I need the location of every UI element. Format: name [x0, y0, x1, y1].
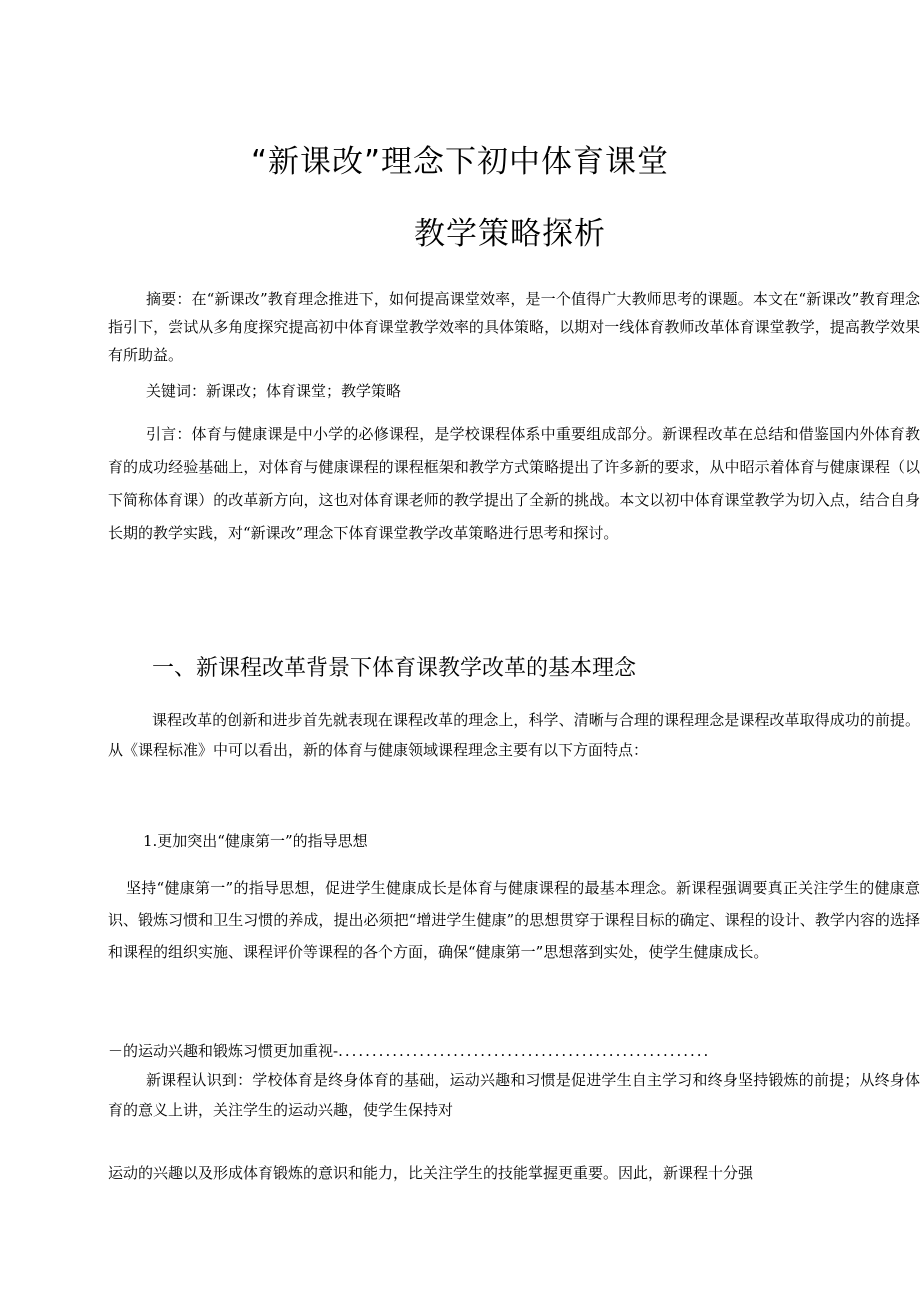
toc-dots: ....................................................... [338, 1042, 711, 1060]
section-heading: 一、新课程改革背景下体育课教学改革的基本理念 [152, 656, 637, 681]
subheading-1: 1.更加突出“健康第一”的指导思想 [143, 832, 368, 850]
keywords-label: 关键词： [146, 382, 207, 400]
section-paragraph-1: 课程改革的创新和进步首先就表现在课程改革的理念上，科学、清晰与合理的课程理念是课程改革取得成功的前提。从《课程标准》中可以看出，新的体育与健康领域课程理念主要有以下方面特点： [108, 711, 920, 759]
keywords-line [108, 377, 920, 405]
toc-line [108, 1040, 920, 1061]
intro-paragraph: 引言：体育与健康课是中小学的必修课程，是学校课程体系中重要组成部分。新课程改革在总结和借鉴国内外体育教育的成功经验基础上，对体育与健康课程的课程框架和教学方式策略提出了许多新的要求，从中昭示着体育与健康课程（以下简称体育课）的改革新方向，这也对体育课老师的教学提出了全新的挑战。本文以初中体育课堂教学为切入点，结合自身长期的教学实践，对“新课改”理念下体育课堂教学改革策略进行思考和探讨。 [108, 425, 920, 542]
keywords-value: 新课改；体育课堂；教学策略 [206, 382, 402, 400]
section-paragraph-3: 新课程认识到：学校体育是终身体育的基础，运动兴趣和习惯是促进学生自主学习和终身坚持锻炼的前提；从终身体育的意义上讲，关注学生的运动兴趣，使学生保持对 [108, 1071, 920, 1119]
title-line-2: 教学策略探析 [414, 216, 606, 252]
section-paragraph-4: 运动的兴趣以及形成体育锻炼的意识和能力，比关注学生的技能掌握更重要。因此，新课程十分强 [108, 1164, 754, 1182]
abstract-paragraph: 摘要：在“新课改”教育理念推进下，如何提高课堂效率，是一个值得广大教师思考的课题。本文在“新课改”教育理念指引下，尝试从多角度探究提高初中体育课堂教学效率的具体策略，以期对一线体育教师改革体育课堂教学，提高教学效果有所助益。 [108, 290, 920, 364]
section-paragraph-2: 坚持“健康第一”的指导思想，促进学生健康成长是体育与健康课程的最基本理念。新课程强调要真正关注学生的健康意识、锻炼习惯和卫生习惯的养成，提出必须把“增进学生健康”的思想贯穿于课程目标的确定、课程的设计、教学内容的选择和课程的组织实施、课程评价等课程的各个方面，确保“健康第一”思想落到实处，使学生健康成长。 [108, 879, 920, 961]
title-line-1: “新课改”理念下初中体育课堂 [250, 144, 670, 180]
toc-line-text: －的运动兴趣和锻炼习惯更加重视- [108, 1042, 339, 1060]
